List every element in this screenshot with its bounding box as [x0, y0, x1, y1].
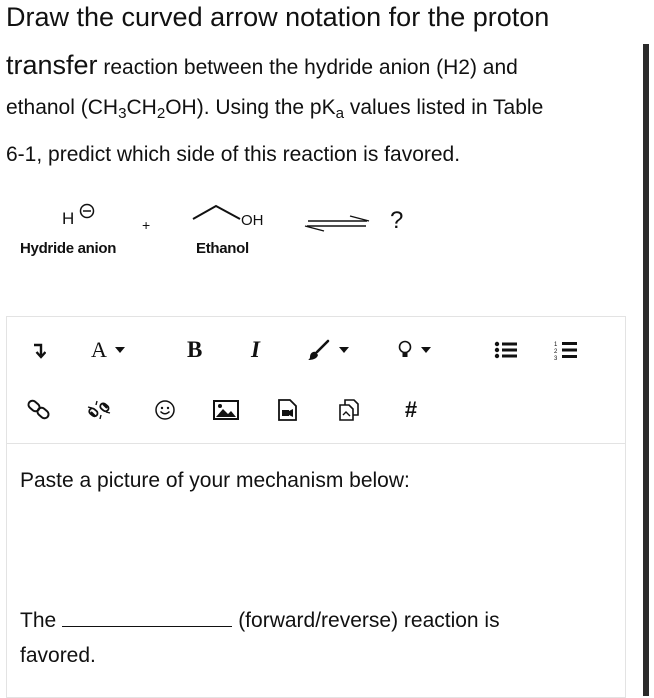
numbered-list-icon	[554, 339, 578, 361]
insert-media-button[interactable]	[275, 397, 299, 423]
reaction-scheme	[0, 195, 640, 275]
image-icon	[213, 400, 239, 420]
answer-post: (forward/reverse) reaction is	[238, 609, 500, 632]
question-line-4: 6-1, predict which side of this reaction is favored.	[6, 143, 461, 166]
link-icon	[27, 399, 51, 421]
chevron-down-icon	[115, 347, 125, 353]
bullet-list-button[interactable]	[493, 337, 519, 363]
answer-sentence	[20, 609, 500, 633]
editor-toolbar	[7, 317, 625, 444]
bold-button[interactable]	[187, 337, 202, 363]
plus-sign: +	[142, 217, 151, 233]
chevron-down-icon	[339, 347, 349, 353]
italic-button[interactable]	[251, 337, 260, 363]
insert-symbol-button[interactable]	[399, 397, 423, 423]
scroll-edge-bar	[643, 44, 649, 696]
chevron-down-icon	[421, 347, 431, 353]
ethanol-label: Ethanol	[196, 240, 249, 257]
question-line-1: Draw the curved arrow notation for the proton	[6, 2, 550, 32]
paintbrush-icon	[307, 339, 331, 361]
font-letter-icon: A	[91, 337, 107, 362]
hash-icon: #	[404, 397, 418, 422]
answer-editor[interactable]	[6, 316, 626, 698]
product-question-mark: ?	[390, 207, 404, 234]
ethanol-skeleton	[193, 206, 240, 219]
svg-text:1: 1	[554, 342, 558, 348]
remove-link-button[interactable]	[87, 397, 111, 423]
insert-emoji-button[interactable]	[153, 397, 177, 423]
smiley-icon	[154, 399, 176, 421]
media-file-icon	[276, 399, 298, 421]
hydride-label: Hydride anion	[20, 240, 117, 257]
hydride-symbol: H	[62, 209, 75, 228]
font-color-button[interactable]	[91, 337, 125, 363]
documents-icon	[337, 399, 361, 421]
numbered-list-button[interactable]	[553, 337, 579, 363]
unlink-icon	[87, 399, 111, 421]
italic-label: I	[251, 337, 260, 362]
highlight-button[interactable]	[307, 337, 349, 363]
question-word-transfer: transfer	[6, 50, 98, 80]
question-line-3: ethanol $(CH_3CH_2OH)$. Using the $pK_a$ values listed in Table	[6, 96, 544, 122]
editor-prompt: Paste a picture of your mechanism below:	[20, 469, 410, 492]
lightbulb-icon	[397, 339, 413, 361]
insert-link-button[interactable]	[27, 397, 51, 423]
paragraph-arrow-icon	[32, 341, 46, 359]
scheme-drawing	[0, 195, 640, 275]
svg-text:3: 3	[554, 356, 558, 361]
answer-pre: The	[20, 609, 57, 632]
svg-text:2: 2	[554, 349, 558, 355]
oh-label: OH	[241, 212, 264, 229]
bold-label: B	[187, 337, 203, 362]
insert-image-button[interactable]	[213, 397, 239, 423]
answer-line-2: favored.	[20, 644, 96, 667]
paragraph-format-button[interactable]	[29, 337, 49, 363]
copy-button[interactable]	[337, 397, 361, 423]
answer-blank[interactable]	[62, 612, 232, 627]
bullet-list-icon	[494, 340, 518, 360]
question-line-2	[6, 50, 518, 81]
question-line-2-rest: reaction between the hydride anion (H2) and	[97, 56, 518, 79]
insert-hint-button[interactable]	[397, 337, 431, 363]
